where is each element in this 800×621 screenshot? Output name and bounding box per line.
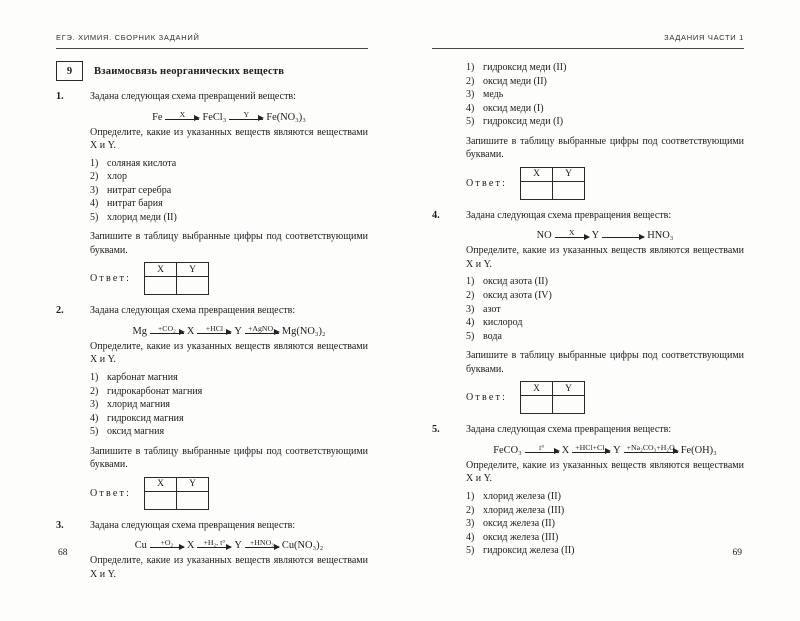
option-label: оксид железа (II) (483, 518, 555, 530)
reaction-arrow (245, 538, 279, 548)
arrow-label: +HCl (205, 323, 224, 333)
arrow-label: +HCl+Cl₂ (575, 442, 608, 452)
section-number-box: 9 (56, 61, 83, 81)
arrow-label: +AgNO₃ (247, 323, 276, 333)
task-number: 2. (56, 305, 64, 317)
option-number: 5) (466, 545, 475, 557)
option-number: 3) (466, 518, 475, 530)
option-label: оксид азота (II) (483, 276, 548, 288)
option-item (466, 75, 744, 89)
option-label: хлорид железа (III) (483, 504, 565, 516)
task-4 (432, 209, 744, 414)
answer-cell-x[interactable] (521, 181, 553, 199)
answer-header-x: X (145, 263, 177, 277)
option-label: азот (483, 303, 501, 315)
arrow-label (620, 228, 626, 237)
option-label: гидроксид меди (I) (483, 116, 564, 128)
option-item (90, 211, 368, 225)
section-heading (56, 61, 368, 81)
reaction-arrow (602, 228, 644, 238)
answer-header-y: Y (553, 167, 585, 181)
option-label: хлорид железа (II) (483, 490, 561, 502)
option-number: 2) (90, 385, 99, 397)
answer-table (520, 167, 585, 200)
instruction-text: Запишите в таблицу выбранные цифры под соответствующими буквами. (466, 350, 744, 375)
option-item (466, 330, 744, 344)
header-rule (432, 48, 744, 49)
option-number: 5) (90, 426, 99, 438)
task-intro: Задана следующая схема превращения веществ: (466, 209, 672, 221)
option-label: медь (483, 89, 504, 101)
option-label: оксид магния (107, 426, 165, 438)
option-item (466, 303, 744, 317)
arrow-label: +H₂, t° (203, 538, 226, 548)
option-label: гидрокарбонат магния (107, 385, 203, 397)
species: X (561, 444, 570, 456)
reaction-arrow (150, 324, 184, 334)
answer-header-x: X (521, 382, 553, 396)
option-item (466, 544, 744, 558)
option-number: 5) (466, 116, 475, 128)
arrow-line-icon (229, 119, 263, 120)
reaction-arrow (624, 443, 678, 453)
option-item (466, 490, 744, 504)
option-number: 1) (466, 490, 475, 502)
options-list (90, 371, 368, 439)
answer-cell-x[interactable] (145, 277, 177, 295)
reaction-arrow (197, 538, 231, 548)
species: X (186, 540, 195, 552)
answer-label: Ответ: (90, 273, 132, 285)
page-left (56, 0, 368, 621)
option-number: 1) (466, 276, 475, 288)
options-list (466, 61, 744, 129)
answer-table (144, 477, 209, 510)
option-label: оксид меди (II) (483, 75, 547, 87)
arrow-label: Y (243, 109, 250, 119)
page-number-right: 69 (732, 548, 742, 558)
answer-row (90, 477, 368, 510)
reaction-arrow (165, 110, 199, 120)
arrow-label: +CO₂ (157, 323, 176, 333)
option-number: 1) (466, 62, 475, 73)
option-item (90, 412, 368, 426)
arrow-line-icon (525, 452, 559, 453)
species: Fe (152, 111, 163, 123)
answer-cell-y[interactable] (553, 181, 585, 199)
answer-label: Ответ: (466, 177, 508, 189)
option-item (466, 316, 744, 330)
option-item (466, 531, 744, 545)
answer-header-x: X (521, 167, 553, 181)
option-label: оксид железа (III) (483, 531, 559, 543)
species: Y (234, 325, 242, 337)
answer-label: Ответ: (466, 392, 508, 404)
task-number: 4. (432, 209, 440, 221)
reaction-scheme (90, 107, 368, 124)
species: Y (234, 540, 242, 552)
option-number: 5) (90, 211, 99, 223)
task-number: 5. (432, 424, 440, 436)
answer-header-y: Y (553, 382, 585, 396)
option-item (466, 88, 744, 102)
option-number: 3) (466, 89, 475, 101)
option-number: 4) (90, 412, 99, 424)
option-label: нитрат бария (107, 198, 163, 210)
option-label: вода (483, 330, 502, 342)
option-item (90, 197, 368, 211)
option-number: 4) (466, 317, 475, 329)
option-number: 2) (90, 171, 99, 183)
option-item (90, 425, 368, 439)
option-label: гидроксид меди (II) (483, 62, 567, 73)
reaction-scheme (466, 225, 744, 242)
option-item (90, 398, 368, 412)
option-label: хлор (107, 171, 127, 183)
option-number: 4) (90, 198, 99, 210)
option-item (466, 275, 744, 289)
page-right (432, 0, 744, 621)
option-label: хлорид магния (107, 399, 171, 411)
option-label: хлорид меди (II) (107, 211, 177, 223)
task-intro: Задана следующая схема превращения веществ: (90, 305, 296, 317)
reaction-arrow (245, 324, 279, 334)
option-number: 1) (90, 157, 99, 169)
answer-header-x: X (145, 477, 177, 491)
option-item (90, 371, 368, 385)
arrow-line-icon (165, 119, 199, 120)
arrow-line-icon (572, 452, 610, 453)
arrow-line-icon (555, 237, 589, 238)
option-label: оксид меди (I) (483, 102, 544, 114)
reaction-arrow (150, 538, 184, 548)
options-list (466, 490, 744, 558)
reaction-scheme (466, 440, 744, 457)
answer-cell-y[interactable] (553, 396, 585, 414)
arrow-line-icon (602, 237, 644, 238)
reaction-arrow (555, 228, 589, 238)
option-number: 5) (466, 330, 475, 342)
option-item (466, 289, 744, 303)
task-1 (56, 90, 368, 295)
species: Fe(OH)₃ (680, 444, 717, 456)
task-intro: Задана следующая схема превращения веществ: (466, 424, 672, 436)
answer-label: Ответ: (90, 487, 132, 499)
section-title: Взаимосвязь неорганических веществ (94, 65, 285, 77)
task-5 (432, 423, 744, 557)
task-number-spacer (432, 61, 466, 200)
arrow-label: +HNO₃ (249, 538, 274, 548)
option-label: соляная кислота (107, 157, 177, 169)
answer-cell-x[interactable] (145, 491, 177, 509)
answer-cell-x[interactable] (521, 396, 553, 414)
arrow-line-icon (197, 333, 231, 334)
option-label: нитрат серебра (107, 184, 172, 196)
reaction-arrow (525, 443, 559, 453)
answer-row (466, 167, 744, 200)
reaction-scheme (90, 321, 368, 338)
option-label: гидроксид магния (107, 412, 184, 424)
option-number: 2) (466, 75, 475, 87)
reaction-scheme (90, 535, 368, 552)
species: Fe(NO₃)₃ (266, 111, 306, 123)
option-item (90, 184, 368, 198)
species: Cu (134, 540, 147, 552)
instruction-text: Запишите в таблицу выбранные цифры под соответствующими буквами. (90, 231, 368, 256)
option-label: карбонат магния (107, 371, 178, 383)
answer-row (90, 262, 368, 295)
options-list (466, 275, 744, 343)
option-item (466, 517, 744, 531)
option-number: 1) (90, 371, 99, 383)
task-question: Определите, какие из указанных веществ являются веществами X и Y. (466, 459, 744, 485)
task-3 (56, 519, 368, 582)
arrow-label: X (179, 109, 186, 119)
species: Mg(NO₃)₂ (281, 325, 326, 337)
arrow-label: X (568, 228, 575, 238)
option-number: 2) (466, 504, 475, 516)
running-head-left: ЕГЭ. ХИМИЯ. СБОРНИК ЗАДАНИЙ (56, 33, 200, 42)
species: NO (536, 230, 552, 242)
option-number: 4) (466, 531, 475, 543)
species: HNO₃ (647, 230, 674, 242)
task-number: 1. (56, 91, 64, 102)
option-item (466, 102, 744, 116)
option-item (90, 157, 368, 171)
task-intro: Задана следующая схема превращений веществ: (90, 91, 296, 102)
running-head-right: ЗАДАНИЯ ЧАСТИ 1 (664, 33, 744, 42)
option-item (466, 115, 744, 129)
instruction-text: Запишите в таблицу выбранные цифры под соответствующими буквами. (90, 445, 368, 471)
arrow-line-icon (624, 452, 678, 453)
arrow-label: +O₂ (160, 538, 174, 548)
option-item (90, 385, 368, 399)
answer-row (466, 381, 744, 414)
option-item (466, 61, 744, 75)
task-2 (56, 304, 368, 509)
answer-header-y: Y (177, 263, 209, 277)
reaction-arrow (572, 443, 610, 453)
answer-table (144, 262, 209, 295)
species: FeCl₃ (202, 111, 227, 123)
option-number: 3) (466, 303, 475, 315)
option-item (466, 504, 744, 518)
option-label: гидроксид железа (II) (483, 545, 575, 557)
species: Y (591, 230, 600, 242)
answer-table (520, 381, 585, 414)
options-list (90, 157, 368, 225)
header-rule (56, 48, 368, 49)
option-number: 3) (90, 399, 99, 411)
arrow-line-icon (197, 547, 231, 548)
arrow-line-icon (150, 333, 184, 334)
species: Y (613, 444, 621, 456)
arrow-line-icon (245, 333, 279, 334)
reaction-arrow (197, 324, 231, 334)
arrow-line-icon (150, 547, 184, 548)
species: Mg (132, 325, 147, 337)
answer-cell-y[interactable] (177, 491, 209, 509)
page-number-left: 68 (58, 548, 68, 558)
option-number: 3) (90, 184, 99, 196)
arrow-line-icon (245, 547, 279, 548)
species: Cu(NO₃)₂ (281, 540, 324, 552)
option-number: 4) (466, 102, 475, 114)
task-question: Определите, какие из указанных веществ являются веществами X и Y. (90, 340, 368, 366)
task-number: 3. (56, 519, 64, 531)
task-intro: Задана следующая схема превращения веществ: (90, 519, 296, 531)
option-label: кислород (483, 317, 523, 329)
task-question: Определите, какие из указанных веществ являются веществами X и Y. (90, 126, 368, 151)
task-question: Определите, какие из указанных веществ являются веществами X и Y. (90, 555, 368, 580)
species: FeCO₃ (493, 444, 522, 456)
answer-cell-y[interactable] (177, 277, 209, 295)
instruction-text: Запишите в таблицу выбранные цифры под соответствующими буквами. (466, 135, 744, 161)
answer-header-y: Y (177, 477, 209, 491)
task-question: Определите, какие из указанных веществ являются веществами X и Y. (466, 245, 744, 270)
arrow-label: t° (539, 442, 545, 452)
reaction-arrow (229, 110, 263, 120)
species: X (186, 325, 195, 337)
option-number: 2) (466, 290, 475, 302)
arrow-label: +Na₂CO₃+H₂O (626, 442, 675, 452)
option-label: оксид азота (IV) (483, 290, 552, 302)
task-3-continued (432, 61, 744, 200)
option-item (90, 170, 368, 184)
